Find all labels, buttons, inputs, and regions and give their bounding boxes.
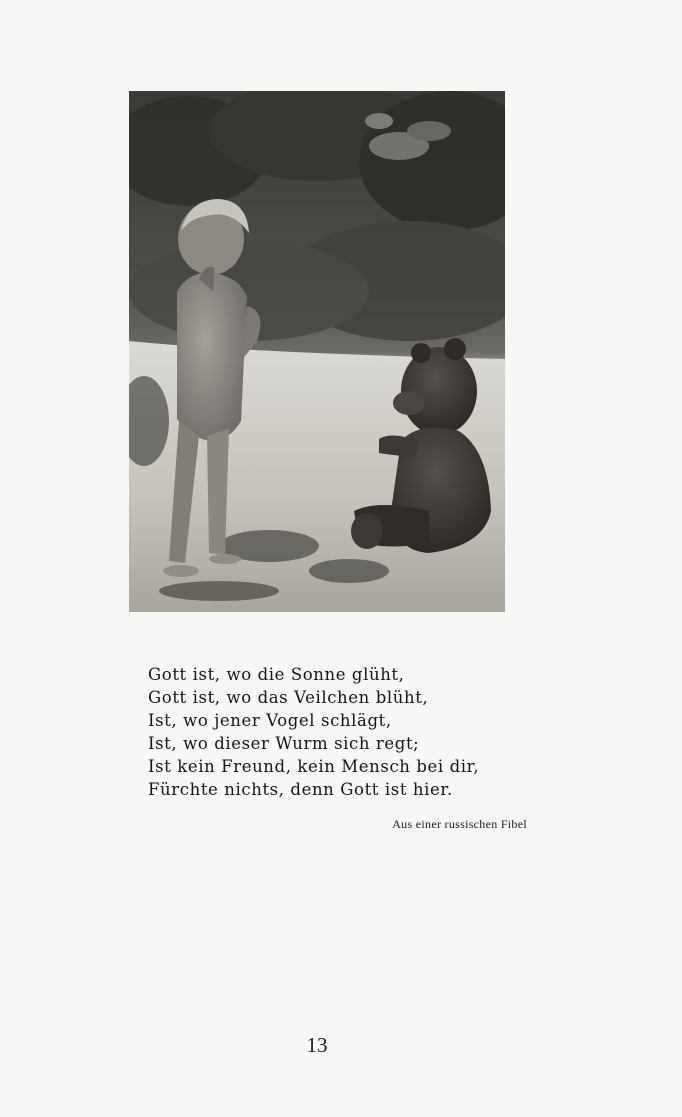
poem-line: Fürchte nichts, denn Gott ist hier. [148,780,453,799]
page-number: 13 [306,1033,328,1057]
poem-line: Ist kein Freund, kein Mensch bei dir, [148,757,480,776]
poem-line: Ist, wo jener Vogel schlägt, [148,711,392,730]
poem-line: Gott ist, wo die Sonne glüht, [148,665,405,684]
poem-line: Gott ist, wo das Veilchen blüht, [148,688,429,707]
photograph [129,91,505,612]
poem-line: Ist, wo dieser Wurm sich regt; [148,734,420,753]
poem [148,663,508,801]
source-attribution: Aus einer russischen Fibel [392,817,527,831]
